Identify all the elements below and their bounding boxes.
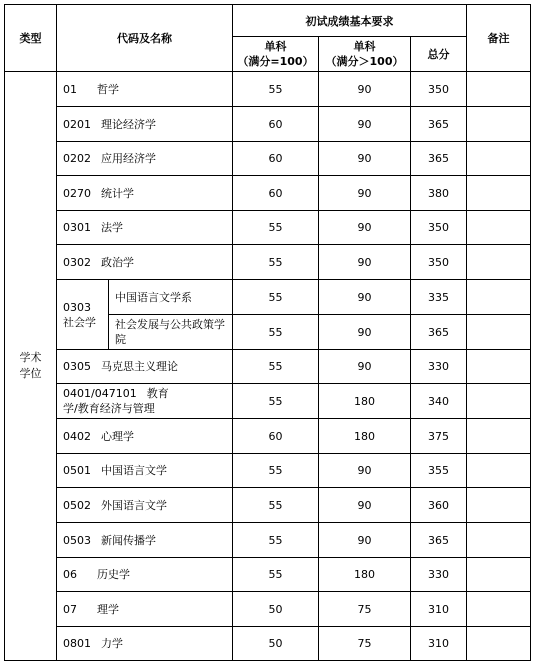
discipline-code: 0801 — [63, 637, 91, 650]
score-single-over-100: 180 — [319, 558, 411, 592]
discipline-code: 0305 — [63, 360, 91, 373]
table-row — [5, 107, 531, 142]
discipline-name: 教育学/教育经济与管理 — [63, 387, 169, 415]
score-single-over-100: 90 — [319, 315, 411, 350]
type-label-line1: 学术 — [19, 351, 42, 364]
discipline-code: 06 — [63, 568, 77, 581]
score-single-100: 60 — [233, 107, 319, 142]
score-single-100: 55 — [233, 315, 319, 350]
discipline-cell — [57, 107, 233, 142]
header-type: 类型 — [5, 5, 57, 72]
discipline-name: 外国语言文学 — [101, 498, 167, 512]
table-row — [5, 176, 531, 211]
remark-cell — [467, 176, 531, 211]
score-single-over-100: 90 — [319, 454, 411, 488]
score-single-over-100: 90 — [319, 72, 411, 107]
remark-cell — [467, 523, 531, 558]
table-row — [5, 419, 531, 454]
discipline-cell — [57, 142, 233, 176]
discipline-code: 07 — [63, 602, 77, 616]
score-single-100: 60 — [233, 419, 319, 454]
remark-cell — [467, 107, 531, 142]
score-total: 310 — [411, 592, 467, 627]
score-single-100: 55 — [233, 558, 319, 592]
score-total: 365 — [411, 523, 467, 558]
discipline-code: 0503 — [63, 533, 91, 547]
header-single-over-100 — [319, 37, 411, 72]
score-single-100: 60 — [233, 142, 319, 176]
discipline-code: 0201 — [63, 117, 91, 131]
score-total: 375 — [411, 419, 467, 454]
score-single-over-100: 90 — [319, 107, 411, 142]
score-total: 310 — [411, 627, 467, 661]
discipline-name: 中国语言文学 — [101, 464, 167, 477]
discipline-cell — [57, 523, 233, 558]
sociology-name: 社会学 — [63, 315, 96, 329]
header-name: 代码及名称 — [57, 5, 233, 72]
table-row — [5, 72, 531, 107]
discipline-cell — [57, 454, 233, 488]
score-single-100: 60 — [233, 176, 319, 211]
discipline-code: 0302 — [63, 255, 91, 269]
score-total: 355 — [411, 454, 467, 488]
discipline-code: 0402 — [63, 429, 91, 443]
discipline-name: 政治学 — [101, 255, 134, 269]
discipline-name: 理论经济学 — [101, 117, 156, 131]
score-total: 350 — [411, 245, 467, 280]
score-total: 360 — [411, 488, 467, 523]
header-row-1 — [5, 5, 531, 37]
score-total: 340 — [411, 384, 467, 419]
score-requirements-table — [4, 4, 531, 661]
score-single-over-100: 75 — [319, 627, 411, 661]
score-single-100: 55 — [233, 211, 319, 245]
sociology-code: 0303 — [63, 300, 91, 314]
discipline-code: 0501 — [63, 464, 91, 477]
discipline-cell — [57, 419, 233, 454]
remark-cell — [467, 558, 531, 592]
score-single-over-100: 75 — [319, 592, 411, 627]
remark-cell — [467, 280, 531, 315]
discipline-code: 0270 — [63, 186, 91, 200]
score-total: 380 — [411, 176, 467, 211]
remark-cell — [467, 627, 531, 661]
discipline-cell — [57, 350, 233, 384]
header-single-100-label: 单科 — [264, 40, 287, 53]
table-row — [5, 142, 531, 176]
discipline-cell — [57, 211, 233, 245]
score-single-100: 50 — [233, 592, 319, 627]
score-single-over-100: 90 — [319, 142, 411, 176]
score-single-100: 55 — [233, 488, 319, 523]
table-row — [5, 384, 531, 419]
discipline-name: 力学 — [101, 637, 123, 650]
discipline-code: 0401/047101 — [63, 387, 137, 400]
score-single-100: 55 — [233, 72, 319, 107]
sociology-group-cell — [57, 280, 109, 350]
discipline-cell — [57, 592, 233, 627]
score-single-over-100: 180 — [319, 384, 411, 419]
remark-cell — [467, 419, 531, 454]
header-single-over-100-note: （满分＞100） — [325, 55, 404, 68]
score-single-100: 55 — [233, 350, 319, 384]
remark-cell — [467, 142, 531, 176]
discipline-name: 心理学 — [101, 429, 134, 443]
remark-cell — [467, 384, 531, 419]
sociology-sub-name: 社会发展与公共政策学院 — [109, 315, 233, 350]
type-label-line2: 学位 — [19, 367, 42, 380]
discipline-cell — [57, 627, 233, 661]
score-single-over-100: 90 — [319, 211, 411, 245]
header-single-100 — [233, 37, 319, 72]
remark-cell — [467, 350, 531, 384]
score-single-over-100: 90 — [319, 350, 411, 384]
header-remark: 备注 — [467, 5, 531, 72]
score-total: 365 — [411, 315, 467, 350]
header-total: 总分 — [411, 37, 467, 72]
score-single-over-100: 90 — [319, 280, 411, 315]
discipline-name: 马克思主义理论 — [101, 360, 178, 373]
discipline-cell — [57, 72, 233, 107]
discipline-name: 哲学 — [97, 82, 119, 96]
score-total: 335 — [411, 280, 467, 315]
discipline-cell — [57, 176, 233, 211]
discipline-cell — [57, 488, 233, 523]
discipline-name: 法学 — [101, 221, 123, 234]
score-single-over-100: 90 — [319, 523, 411, 558]
table-row-sociology-1 — [5, 280, 531, 315]
score-single-100: 55 — [233, 280, 319, 315]
score-total: 330 — [411, 350, 467, 384]
score-single-100: 55 — [233, 384, 319, 419]
score-single-100: 55 — [233, 454, 319, 488]
discipline-code: 0502 — [63, 498, 91, 512]
table-row — [5, 627, 531, 661]
header-requirements: 初试成绩基本要求 — [233, 5, 467, 37]
discipline-cell — [57, 384, 233, 419]
discipline-cell — [57, 558, 233, 592]
score-total: 330 — [411, 558, 467, 592]
table-row — [5, 211, 531, 245]
score-single-over-100: 90 — [319, 176, 411, 211]
header-single-100-note: （满分=100） — [237, 55, 314, 68]
remark-cell — [467, 72, 531, 107]
discipline-name: 理学 — [97, 602, 119, 616]
table-row — [5, 245, 531, 280]
score-single-100: 50 — [233, 627, 319, 661]
discipline-name: 历史学 — [97, 568, 130, 581]
remark-cell — [467, 211, 531, 245]
score-single-over-100: 180 — [319, 419, 411, 454]
remark-cell — [467, 245, 531, 280]
discipline-name: 应用经济学 — [101, 152, 156, 165]
score-single-100: 55 — [233, 245, 319, 280]
remark-cell — [467, 488, 531, 523]
header-single-over-100-label: 单科 — [353, 40, 376, 53]
score-single-over-100: 90 — [319, 488, 411, 523]
type-cell — [5, 72, 57, 661]
table-row — [5, 592, 531, 627]
discipline-code: 0301 — [63, 221, 91, 234]
discipline-name: 统计学 — [101, 186, 134, 200]
score-total: 350 — [411, 72, 467, 107]
table-row — [5, 558, 531, 592]
discipline-cell — [57, 245, 233, 280]
remark-cell — [467, 454, 531, 488]
remark-cell — [467, 592, 531, 627]
discipline-code: 01 — [63, 82, 77, 96]
table-row — [5, 488, 531, 523]
sociology-sub-name: 中国语言文学系 — [109, 280, 233, 315]
score-single-over-100: 90 — [319, 245, 411, 280]
table-row — [5, 350, 531, 384]
table-row — [5, 523, 531, 558]
score-single-100: 55 — [233, 523, 319, 558]
score-total: 365 — [411, 142, 467, 176]
table-row — [5, 454, 531, 488]
remark-cell — [467, 315, 531, 350]
score-total: 365 — [411, 107, 467, 142]
score-total: 350 — [411, 211, 467, 245]
discipline-name: 新闻传播学 — [101, 533, 156, 547]
discipline-code: 0202 — [63, 152, 91, 165]
